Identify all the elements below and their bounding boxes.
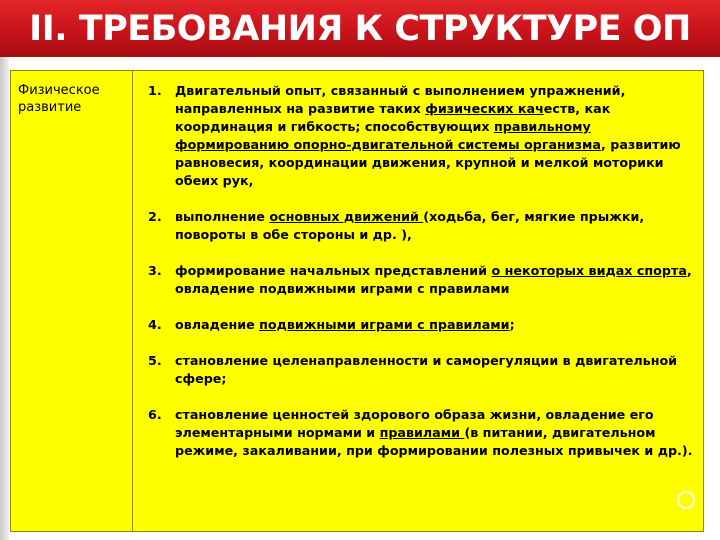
requirements-list	[148, 82, 696, 478]
item-text	[175, 82, 696, 190]
content-table	[10, 70, 704, 532]
left-decor-strip	[0, 57, 9, 540]
text-segment: , овладение подвижными играми с правилами	[175, 263, 692, 296]
item-text	[175, 208, 696, 244]
underlined-term: правильному формированию опорно-двигательной системы организма	[175, 119, 601, 152]
list-item	[148, 262, 696, 298]
underlined-term: правилами	[379, 425, 465, 440]
area-label: Физическое развитие	[18, 83, 100, 115]
item-text	[175, 406, 696, 460]
text-segment: (ходьба, бег, мягкие прыжки, повороты в обе стороны и др. ),	[175, 209, 645, 242]
text-segment: Двигательный опыт, связанный с выполнением упражнений, направленных на развитие таких	[175, 83, 626, 116]
item-text	[175, 316, 696, 334]
list-item	[148, 208, 696, 244]
item-text	[175, 262, 696, 298]
underlined-term: о некоторых видах спорта	[491, 263, 687, 278]
text-segment: , развитию равновесия, координации движения, крупной и мелкой моторики обеих рук,	[175, 137, 681, 188]
text-segment: ;	[509, 317, 515, 332]
list-item	[148, 316, 696, 334]
underlined-term: физических кач	[425, 101, 544, 116]
text-segment: становление целенаправленности и саморегуляции в двигательной сфере;	[175, 353, 678, 386]
text-segment: формирование начальных представлений	[175, 263, 492, 278]
text-segment: (в питании, двигательном режиме, закаливании, при формировании полезных привычек и др.).	[175, 425, 693, 458]
item-number: 6.	[148, 407, 162, 422]
list-item	[148, 82, 696, 190]
underlined-term: подвижными играми с правилами	[259, 317, 510, 332]
item-number: 5.	[148, 353, 162, 368]
list-item	[148, 406, 696, 460]
corner-mark-icon	[677, 491, 695, 509]
column-divider	[132, 71, 133, 531]
text-segment: становление ценностей здорового образа жизни, овладение его элементарными нормами и	[175, 407, 654, 440]
list-item	[148, 352, 696, 388]
text-segment: выполнение	[175, 209, 270, 224]
item-number: 2.	[148, 209, 162, 224]
title-bar	[0, 0, 720, 57]
text-segment: овладение	[175, 317, 260, 332]
item-text	[175, 352, 696, 388]
underlined-term: основных движений	[269, 209, 424, 224]
item-number: 3.	[148, 263, 162, 278]
text-segment: еств, как координация и гибкость; способствующих	[175, 101, 611, 134]
item-number: 4.	[148, 317, 162, 332]
item-number: 1.	[148, 83, 162, 98]
slide-title: II. ТРЕБОВАНИЯ К СТРУКТУРЕ ОП	[29, 8, 691, 49]
